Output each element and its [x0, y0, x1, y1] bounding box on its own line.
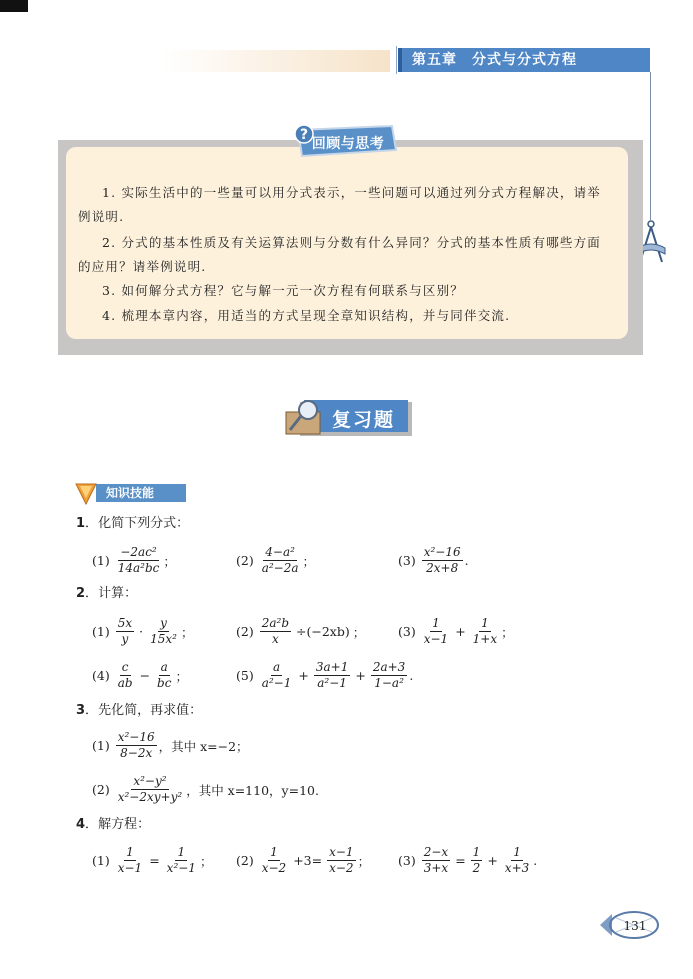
page-number: 131 — [623, 919, 647, 933]
header-fade — [160, 50, 390, 72]
fraction: $\frac{\text{x²−y²}}{\text{x²−2xy+y²}}$ — [117, 774, 183, 804]
fraction: $\frac{a}{\text{a²−1}}$ — [261, 660, 292, 690]
problem-2-item-4: (4) $\frac{c}{ab}$ − $\frac{a}{bc}$ ； — [92, 660, 188, 690]
fraction: $\frac{3a+1}{\text{a²−1}}$ — [315, 660, 349, 690]
fraction: $\frac{\text{x²−16}}{2x+8}$ — [423, 545, 461, 575]
problem-3-item-2: (2) $\frac{\text{x²−y²}}{\text{x²−2xy+y²}}$ ，其中 x=110，y=10. — [92, 774, 319, 804]
fraction: $\frac{a}{bc}$ — [157, 660, 172, 690]
fraction: $\frac{\text{−2ac²}}{\text{14a²bc}}$ — [117, 545, 160, 575]
problem-4-item-1: (1) $\frac{1}{x-1}$ = $\frac{1}{\text{x²−1}}$ ； — [92, 845, 213, 875]
problem-4-heading: 4．解方程： — [76, 817, 151, 832]
svg-text:?: ? — [300, 127, 309, 143]
problem-2-item-5: (5) $\frac{a}{\text{a²−1}}$ + $\frac{3a+1}{\text{a²−1}}$ + $\frac{2a+3}{\text{1−a²}}$ . — [236, 660, 414, 690]
review-title: 复习题 — [332, 409, 396, 431]
fraction: $\frac{1}{x-1}$ — [117, 845, 143, 875]
review-question-1a: 1. 实际生活中的一些量可以用分式表示，一些问题可以通过列分式方程解决，请举 — [102, 185, 602, 200]
problem-1-item-2: (2) $\frac{\text{4−a²}}{\text{a²−2a}}$ ； — [236, 545, 316, 575]
fraction: $\frac{\text{2a²b}}{x}$ — [261, 616, 289, 646]
fraction: $\frac{2a+3}{\text{1−a²}}$ — [372, 660, 406, 690]
problem-2-item-1: (1) $\frac{5x}{y}$ · $\frac{y}{\text{15x²}}$ ； — [92, 616, 194, 646]
skill-tag-label: 知识技能 — [106, 486, 155, 500]
margin-line — [650, 72, 651, 220]
fraction: $\frac{1}{\text{x²−1}}$ — [166, 845, 196, 875]
problem-2-title: 计算： — [98, 586, 138, 601]
problem-1-title: 化简下列分式： — [98, 516, 190, 531]
problem-4-title: 解方程： — [98, 817, 151, 832]
fraction: $\frac{c}{ab}$ — [117, 660, 133, 690]
fraction: $\frac{1}{2}$ — [472, 845, 481, 875]
review-question-2a: 2. 分式的基本性质及有关运算法则与分数有什么异同？分式的基本性质有哪些方面 — [102, 235, 602, 250]
review-question-3: 3. 如何解分式方程？它与解一元一次方程有何联系与区别？ — [102, 283, 465, 298]
fraction: $\frac{1}{1+x}$ — [472, 616, 498, 646]
problem-3-number: 3 — [76, 703, 86, 718]
review-question-4: 4. 梳理本章内容，用适当的方式呈现全章知识结构，并与同伴交流. — [102, 308, 511, 323]
problem-2-item-2: (2) $\frac{\text{2a²b}}{x}$ ÷(−2xb) ； — [236, 616, 366, 646]
review-question-2b: 的应用？请举例说明. — [78, 259, 207, 274]
problem-4-number: 4 — [76, 817, 86, 832]
problem-1-item-3: (3) $\frac{\text{x²−16}}{2x+8}$ . — [398, 545, 469, 575]
problem-3-title: 先化简，再求值： — [98, 703, 203, 718]
fraction: $\frac{1}{x+3}$ — [504, 845, 530, 875]
fraction: $\frac{1}{x-1}$ — [423, 616, 449, 646]
problem-2-number: 2 — [76, 586, 86, 601]
chapter-header: 第五章 分式与分式方程 — [398, 48, 650, 72]
problem-2-item-3: (3) $\frac{1}{x-1}$ + $\frac{1}{1+x}$ ； — [398, 616, 514, 646]
review-question-1b: 例说明. — [78, 209, 125, 224]
fraction: $\frac{1}{x-2}$ — [261, 845, 287, 875]
fraction: $\frac{2-x}{3+x}$ — [423, 845, 449, 875]
fraction: $\frac{5x}{y}$ — [117, 616, 133, 646]
problem-1-heading: 1．化简下列分式： — [76, 516, 190, 531]
problem-1-number: 1 — [76, 516, 86, 531]
header-divider — [396, 46, 397, 74]
problem-4-item-2: (2) $\frac{1}{x-2}$ +3= $\frac{x-1}{x-2}$ ； — [236, 845, 371, 875]
problem-1-item-1: (1) $\frac{\text{−2ac²}}{\text{14a²bc}}$ ； — [92, 545, 176, 575]
fraction: $\frac{\text{4−a²}}{\text{a²−2a}}$ — [261, 545, 299, 575]
problem-4-item-3: (3) $\frac{2-x}{3+x}$ = $\frac{1}{2}$ + $\frac{1}{x+3}$ . — [398, 845, 538, 875]
problem-3-heading: 3．先化简，再求值： — [76, 703, 203, 718]
fraction: $\frac{\text{x²−16}}{8-2x}$ — [117, 730, 155, 760]
review-tag-label: 回顾与思考 — [311, 136, 385, 152]
corner-mark — [0, 0, 28, 12]
fraction: $\frac{x-1}{x-2}$ — [329, 845, 354, 875]
fraction: $\frac{y}{\text{15x²}}$ — [150, 616, 177, 646]
problem-2-heading: 2．计算： — [76, 586, 138, 601]
problem-3-item-1: (1) $\frac{\text{x²−16}}{8-2x}$ ，其中 x=−2； — [92, 730, 249, 760]
